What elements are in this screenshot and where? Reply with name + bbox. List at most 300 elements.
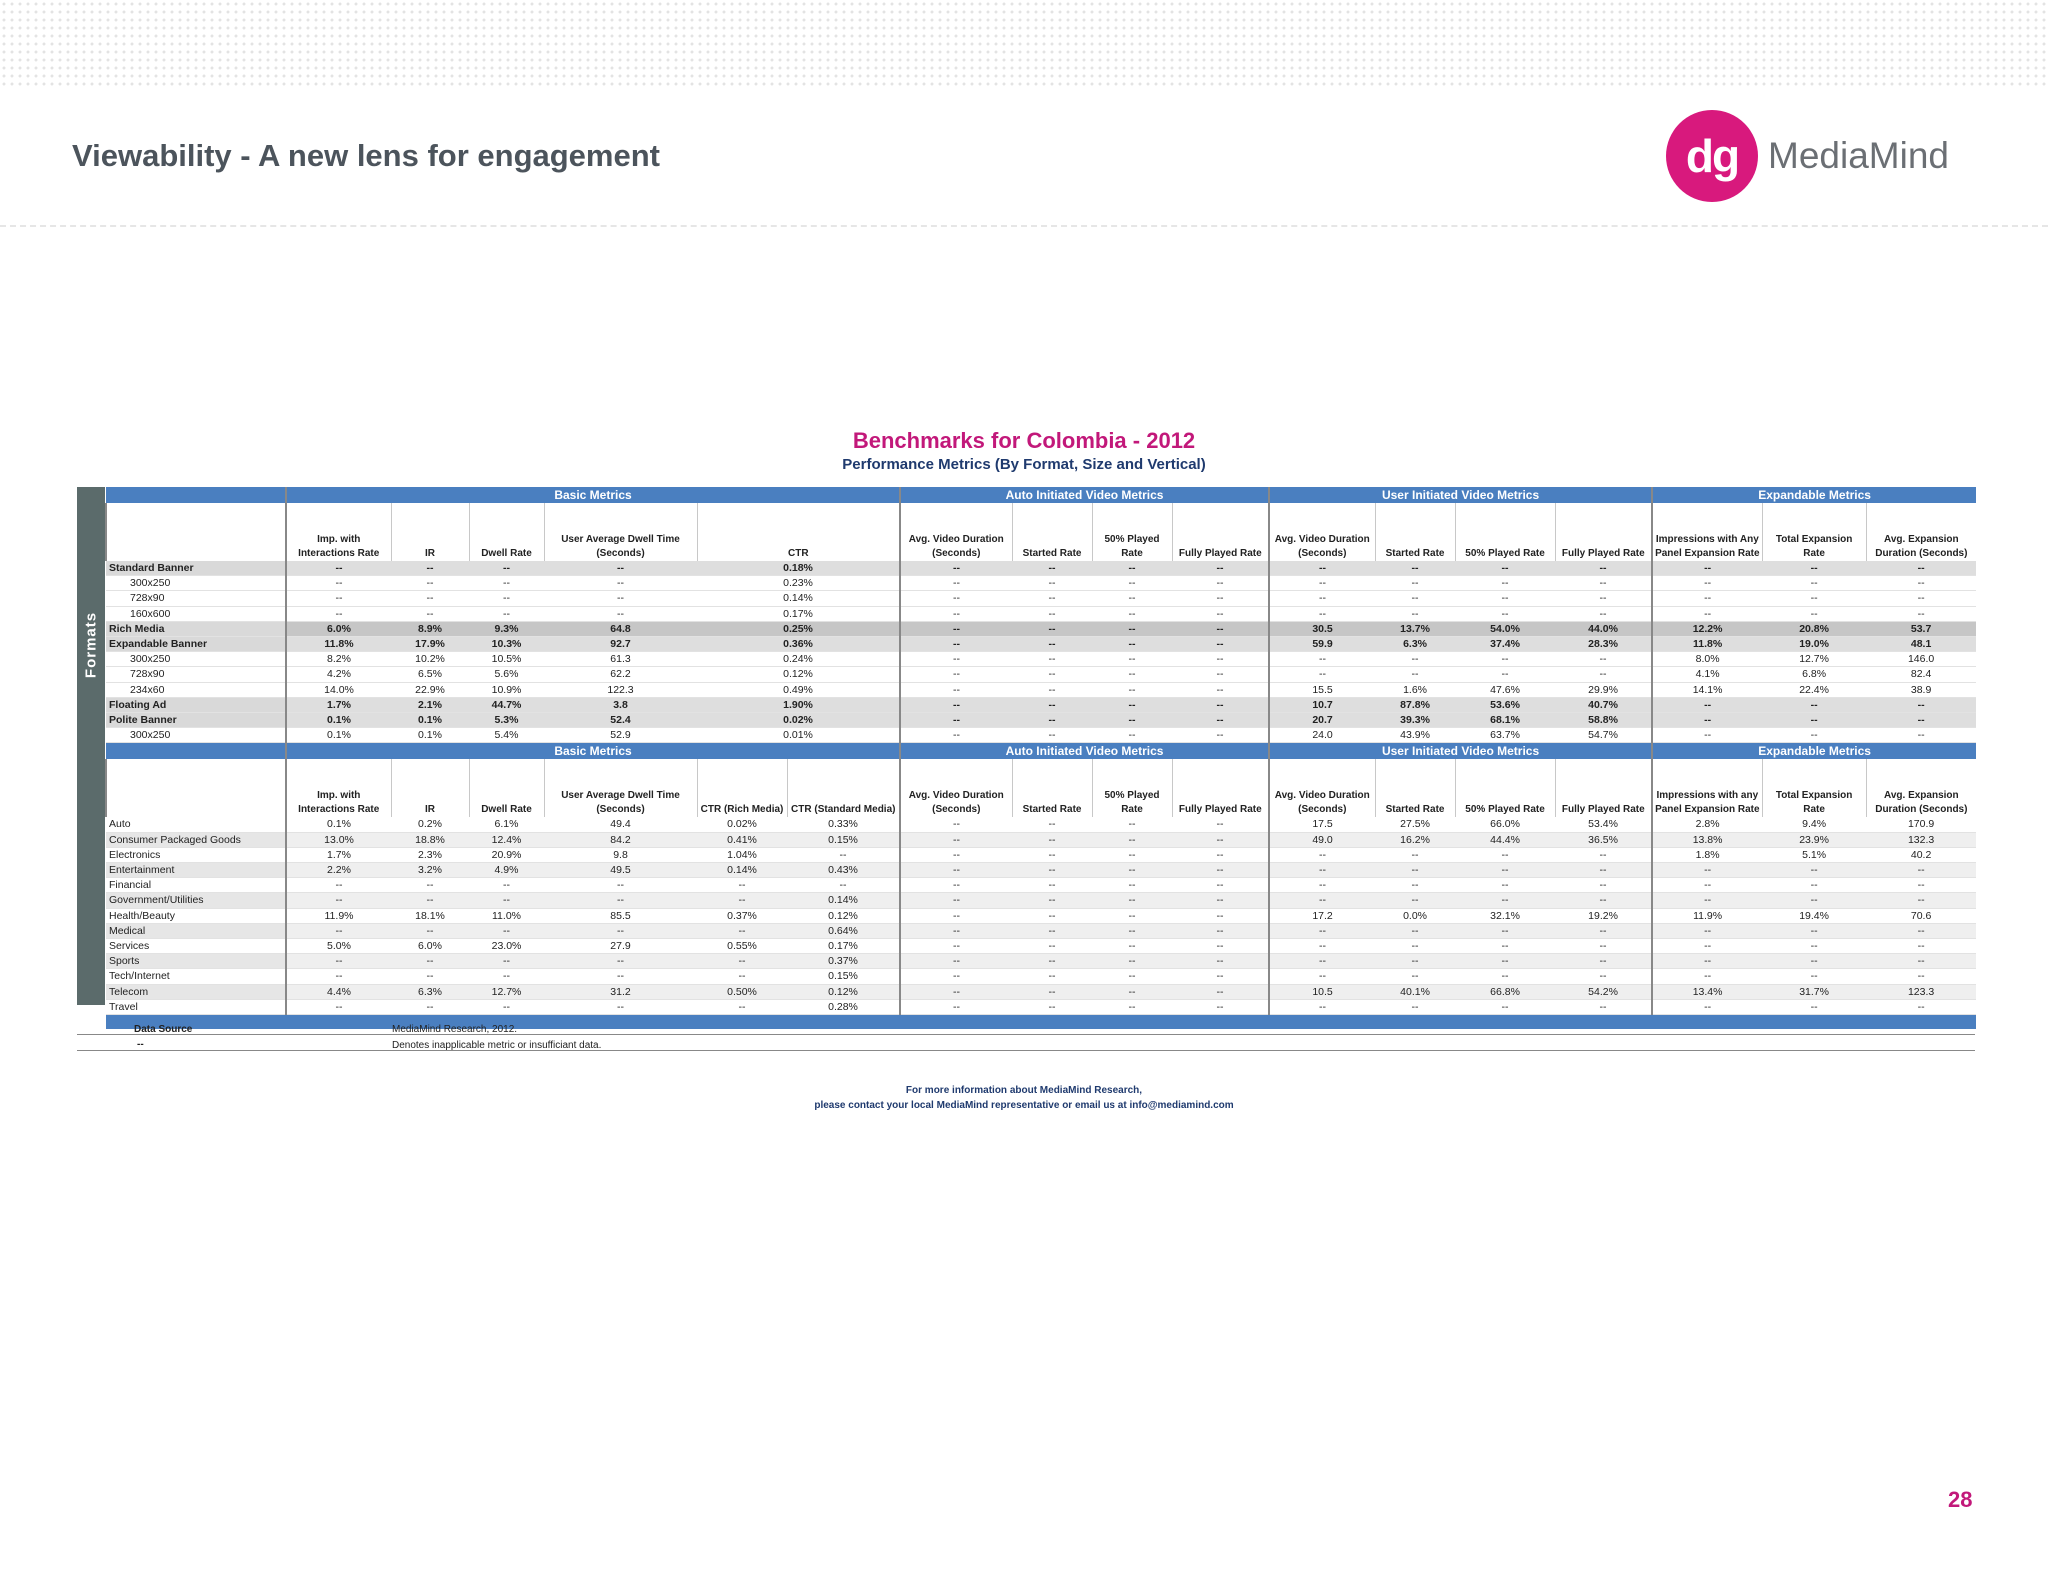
table-cell: -- [1012, 847, 1092, 862]
table-cell: 3.8 [544, 697, 697, 712]
table-cell: 0.25% [697, 621, 900, 636]
table-cell: -- [900, 969, 1012, 984]
table-cell: -- [286, 999, 391, 1014]
table-cell: -- [1762, 863, 1866, 878]
table-cell: 0.36% [697, 637, 900, 652]
column-header: 50% Played Rate [1455, 759, 1555, 817]
column-header: Avg. Video Duration (Seconds) [1269, 759, 1375, 817]
table-cell: 10.3% [469, 637, 544, 652]
table-cell: -- [1866, 939, 1976, 954]
table-cell: -- [286, 954, 391, 969]
table-cell: -- [1866, 969, 1976, 984]
row-label: Polite Banner [106, 713, 286, 728]
table-cell: -- [900, 908, 1012, 923]
row-label: Medical [106, 923, 286, 938]
table-cell: -- [1375, 576, 1455, 591]
table-cell: -- [900, 847, 1012, 862]
table-cell: 52.9 [544, 728, 697, 743]
table-cell: -- [1092, 878, 1172, 893]
table-cell: 9.3% [469, 621, 544, 636]
table-cell: 13.7% [1375, 621, 1455, 636]
table-cell: 37.4% [1455, 637, 1555, 652]
column-header: Avg. Expansion Duration (Seconds) [1866, 759, 1976, 817]
table-cell: -- [900, 606, 1012, 621]
table-cell: -- [900, 939, 1012, 954]
table-cell: 6.5% [391, 667, 469, 682]
table-cell: 87.8% [1375, 697, 1455, 712]
table-cell: 8.9% [391, 621, 469, 636]
row-label: 728x90 [106, 667, 286, 682]
table-cell: -- [1269, 606, 1375, 621]
table-cell: 5.1% [1762, 847, 1866, 862]
table-cell: -- [1172, 817, 1269, 832]
column-header: Imp. with Interactions Rate [286, 503, 391, 561]
column-header: Started Rate [1012, 503, 1092, 561]
table-cell: 54.7% [1555, 728, 1652, 743]
table-cell: 27.9 [544, 939, 697, 954]
column-header: User Average Dwell Time (Seconds) [544, 503, 697, 561]
table-row [106, 999, 1976, 1014]
table-cell: -- [1762, 697, 1866, 712]
table-cell: -- [1012, 697, 1092, 712]
table-cell: 0.18% [697, 561, 900, 576]
table-cell: -- [1866, 591, 1976, 606]
table-row [106, 591, 1976, 606]
table-cell: -- [1092, 999, 1172, 1014]
row-label: Rich Media [106, 621, 286, 636]
column-header: 50% Played Rate [1092, 503, 1172, 561]
row-label: Floating Ad [106, 697, 286, 712]
table-cell: 70.6 [1866, 908, 1976, 923]
table-cell: 12.7% [469, 984, 544, 999]
table-cell: 6.3% [391, 984, 469, 999]
table-cell: 0.14% [787, 893, 900, 908]
table-cell: 0.12% [787, 984, 900, 999]
table-row [106, 713, 1976, 728]
table-cell: 3.2% [391, 863, 469, 878]
table-cell: 0.12% [697, 667, 900, 682]
table-cell: 10.9% [469, 682, 544, 697]
table-cell: -- [697, 999, 787, 1014]
table-row [106, 984, 1976, 999]
column-header: IR [391, 759, 469, 817]
column-header: Dwell Rate [469, 503, 544, 561]
table-cell: -- [1092, 893, 1172, 908]
table-cell: -- [1269, 847, 1375, 862]
table-cell: 0.1% [286, 817, 391, 832]
table-cell: -- [1172, 954, 1269, 969]
table-cell: -- [1375, 606, 1455, 621]
table-cell: -- [1172, 969, 1269, 984]
group-header: User Initiated Video Metrics [1269, 743, 1652, 760]
table-cell: -- [1762, 576, 1866, 591]
table-cell: -- [469, 561, 544, 576]
table-cell: -- [1455, 878, 1555, 893]
table-cell: -- [1455, 999, 1555, 1014]
table-cell: -- [1269, 576, 1375, 591]
table-cell: 84.2 [544, 832, 697, 847]
table-cell: -- [1012, 637, 1092, 652]
table-cell: -- [1172, 561, 1269, 576]
table-cell: 52.4 [544, 713, 697, 728]
column-header: Fully Played Rate [1555, 759, 1652, 817]
column-header: Avg. Video Duration (Seconds) [900, 503, 1012, 561]
table-cell: -- [1269, 893, 1375, 908]
table-cell: -- [1012, 606, 1092, 621]
table-cell: -- [1172, 728, 1269, 743]
table-cell: 11.8% [1652, 637, 1762, 652]
table-cell: -- [1012, 878, 1092, 893]
table-cell: -- [1555, 923, 1652, 938]
table-cell: 53.7 [1866, 621, 1976, 636]
group-header-row [106, 743, 1976, 760]
group-header: Expandable Metrics [1652, 487, 1976, 503]
table-cell: -- [1866, 606, 1976, 621]
table-row [106, 908, 1976, 923]
table-cell: 14.1% [1652, 682, 1762, 697]
table-cell: -- [697, 969, 787, 984]
table-cell: 1.7% [286, 697, 391, 712]
table-row [106, 923, 1976, 938]
table-cell: -- [1652, 576, 1762, 591]
table-cell: -- [787, 878, 900, 893]
table-cell: -- [1555, 606, 1652, 621]
table-cell: -- [1375, 939, 1455, 954]
table-cell: -- [1172, 908, 1269, 923]
table-cell: -- [1012, 728, 1092, 743]
table-row [106, 954, 1976, 969]
table-cell: -- [1555, 969, 1652, 984]
column-header: 50% Played Rate [1092, 759, 1172, 817]
table-cell: 58.8% [1555, 713, 1652, 728]
table-cell: -- [286, 561, 391, 576]
table-cell: -- [900, 682, 1012, 697]
table-cell: -- [1269, 923, 1375, 938]
column-header: Avg. Video Duration (Seconds) [900, 759, 1012, 817]
table-cell: -- [1172, 999, 1269, 1014]
table-cell: -- [1012, 984, 1092, 999]
table-cell: -- [900, 817, 1012, 832]
table-cell: 0.1% [286, 713, 391, 728]
table-cell: 10.5% [469, 652, 544, 667]
table-cell: -- [1012, 999, 1092, 1014]
table-cell: -- [1762, 606, 1866, 621]
table-cell: -- [469, 576, 544, 591]
table-cell: -- [1269, 652, 1375, 667]
table-cell: 54.0% [1455, 621, 1555, 636]
table-cell: -- [1555, 591, 1652, 606]
table-cell: -- [1762, 893, 1866, 908]
table-cell: -- [1172, 878, 1269, 893]
table-cell: 10.2% [391, 652, 469, 667]
table-cell: -- [900, 923, 1012, 938]
table-cell: -- [1269, 999, 1375, 1014]
table-cell: 0.14% [697, 863, 787, 878]
table-cell: -- [1375, 878, 1455, 893]
table-cell: -- [391, 923, 469, 938]
table-cell: 6.0% [286, 621, 391, 636]
table-cell: -- [1269, 591, 1375, 606]
table-cell: -- [1555, 576, 1652, 591]
table-cell: -- [1866, 878, 1976, 893]
table-cell: -- [1455, 923, 1555, 938]
table-cell: -- [900, 697, 1012, 712]
table-cell: -- [1866, 999, 1976, 1014]
table-cell: -- [1375, 652, 1455, 667]
table-cell: 31.2 [544, 984, 697, 999]
table-cell: 11.9% [286, 908, 391, 923]
table-cell: 24.0 [1269, 728, 1375, 743]
table-cell: -- [469, 878, 544, 893]
table-cell: -- [391, 591, 469, 606]
table-cell: -- [1762, 969, 1866, 984]
group-spacer [106, 487, 286, 503]
table-cell: 10.7 [1269, 697, 1375, 712]
table-cell: 40.7% [1555, 697, 1652, 712]
table-cell: 18.1% [391, 908, 469, 923]
table-cell: -- [1012, 923, 1092, 938]
table-cell: 0.01% [697, 728, 900, 743]
table-cell: 0.49% [697, 682, 900, 697]
table-cell: 0.1% [391, 713, 469, 728]
row-label: 160x600 [106, 606, 286, 621]
column-header: Fully Played Rate [1555, 503, 1652, 561]
table-cell: -- [900, 652, 1012, 667]
table-cell: -- [1172, 923, 1269, 938]
table-cell: 11.8% [286, 637, 391, 652]
table-cell: -- [1555, 561, 1652, 576]
table-cell: 0.55% [697, 939, 787, 954]
table-cell: 44.4% [1455, 832, 1555, 847]
table-cell: 123.3 [1866, 984, 1976, 999]
table-cell: -- [286, 606, 391, 621]
table-cell: -- [1555, 999, 1652, 1014]
table-cell: 11.0% [469, 908, 544, 923]
table-cell: -- [544, 923, 697, 938]
table-cell: -- [1652, 923, 1762, 938]
table-row [106, 606, 1976, 621]
table-cell: -- [1375, 954, 1455, 969]
table-cell: -- [697, 923, 787, 938]
table-cell: -- [1092, 984, 1172, 999]
table-cell: -- [1455, 954, 1555, 969]
table-cell: 8.0% [1652, 652, 1762, 667]
table-cell: 1.6% [1375, 682, 1455, 697]
dash-legend-label: -- [137, 1039, 144, 1050]
table-cell: -- [391, 878, 469, 893]
table-cell: -- [697, 878, 787, 893]
contact-line-2: please contact your local MediaMind representative or email us at info@mediamind.com [814, 1100, 1234, 1111]
row-label: 300x250 [106, 576, 286, 591]
column-header: CTR (Standard Media) [787, 759, 900, 817]
table-cell: 92.7 [544, 637, 697, 652]
table-cell: -- [1092, 954, 1172, 969]
table-cell: -- [469, 999, 544, 1014]
table-cell: -- [1455, 893, 1555, 908]
table-cell: -- [1455, 969, 1555, 984]
table-cell: -- [900, 591, 1012, 606]
table-cell: 59.9 [1269, 637, 1375, 652]
table-cell: 0.37% [697, 908, 787, 923]
table-cell: -- [1866, 863, 1976, 878]
table-cell: -- [1172, 637, 1269, 652]
table-cell: 146.0 [1866, 652, 1976, 667]
column-header: Started Rate [1012, 759, 1092, 817]
table-cell: 4.4% [286, 984, 391, 999]
table-cell: 2.2% [286, 863, 391, 878]
header-label-cell [106, 759, 286, 817]
table-cell: -- [1652, 893, 1762, 908]
column-header: Fully Played Rate [1172, 503, 1269, 561]
table-cell: -- [1762, 728, 1866, 743]
table-cell: -- [1092, 713, 1172, 728]
footer-bar-cell [106, 1015, 1976, 1030]
table-cell: -- [1866, 697, 1976, 712]
table-row [106, 667, 1976, 682]
table-cell: -- [1012, 832, 1092, 847]
group-header: Expandable Metrics [1652, 743, 1976, 760]
table-cell: -- [391, 576, 469, 591]
table-cell: -- [1652, 999, 1762, 1014]
table-cell: -- [1012, 591, 1092, 606]
table-cell: -- [1652, 939, 1762, 954]
table-cell: 13.4% [1652, 984, 1762, 999]
table-cell: -- [469, 893, 544, 908]
table-cell: 43.9% [1375, 728, 1455, 743]
table-cell: -- [1172, 832, 1269, 847]
column-header-row [106, 503, 1976, 561]
table-row [106, 863, 1976, 878]
table-cell: 28.3% [1555, 637, 1652, 652]
table-cell: -- [1375, 893, 1455, 908]
table-cell: 0.2% [391, 817, 469, 832]
formats-side-band [77, 487, 105, 1005]
column-header: IR [391, 503, 469, 561]
benchmark-title: Benchmarks for Colombia - 2012 [852, 428, 1196, 453]
table-cell: 29.9% [1555, 682, 1652, 697]
table-cell: 16.2% [1375, 832, 1455, 847]
row-label: 234x60 [106, 682, 286, 697]
table-cell: -- [1555, 893, 1652, 908]
table-cell: 64.8 [544, 621, 697, 636]
table-cell: -- [1092, 908, 1172, 923]
dash-legend-value: Denotes inapplicable metric or insufficiant data. [392, 1040, 602, 1051]
table-cell: 10.5 [1269, 984, 1375, 999]
row-label: 300x250 [106, 728, 286, 743]
table-cell: 12.4% [469, 832, 544, 847]
table-cell: -- [1455, 591, 1555, 606]
table-cell: 2.8% [1652, 817, 1762, 832]
table-cell: 53.4% [1555, 817, 1652, 832]
table-cell: -- [1375, 591, 1455, 606]
table-cell: -- [1866, 561, 1976, 576]
table-cell: -- [286, 923, 391, 938]
table-cell: 0.1% [286, 728, 391, 743]
table-cell: -- [1555, 667, 1652, 682]
table-cell: -- [286, 878, 391, 893]
table-cell: -- [1652, 863, 1762, 878]
table-cell: 40.1% [1375, 984, 1455, 999]
table-cell: -- [1652, 697, 1762, 712]
column-header: Imp. with Interactions Rate [286, 759, 391, 817]
table-cell: 38.9 [1866, 682, 1976, 697]
row-label: Tech/Internet [106, 969, 286, 984]
table-cell: -- [1269, 561, 1375, 576]
table-cell: 49.5 [544, 863, 697, 878]
table-cell: -- [697, 954, 787, 969]
table-cell: -- [1555, 878, 1652, 893]
table-cell: -- [1172, 576, 1269, 591]
table-cell: -- [286, 893, 391, 908]
table-cell: -- [1555, 863, 1652, 878]
table-cell: -- [1092, 606, 1172, 621]
table-cell: -- [544, 999, 697, 1014]
table-cell: -- [1762, 923, 1866, 938]
table-cell: 13.0% [286, 832, 391, 847]
table-cell: 0.24% [697, 652, 900, 667]
table-cell: -- [900, 667, 1012, 682]
table-cell: -- [900, 713, 1012, 728]
table-cell: 61.3 [544, 652, 697, 667]
table-cell: 2.3% [391, 847, 469, 862]
table-cell: -- [1652, 878, 1762, 893]
table-cell: -- [544, 893, 697, 908]
table-cell: -- [1172, 621, 1269, 636]
row-label: Standard Banner [106, 561, 286, 576]
table-cell: 0.43% [787, 863, 900, 878]
table-cell: -- [1866, 576, 1976, 591]
table-cell: -- [1012, 893, 1092, 908]
column-header: Fully Played Rate [1172, 759, 1269, 817]
table-cell: 6.8% [1762, 667, 1866, 682]
table-cell: -- [469, 591, 544, 606]
table-cell: 27.5% [1375, 817, 1455, 832]
table-cell: 1.90% [697, 697, 900, 712]
table-cell: 1.7% [286, 847, 391, 862]
table-cell: 132.3 [1866, 832, 1976, 847]
table-cell: 20.7 [1269, 713, 1375, 728]
table-cell: 14.0% [286, 682, 391, 697]
table-cell: -- [544, 561, 697, 576]
table-cell: -- [1012, 682, 1092, 697]
table-cell: -- [1455, 667, 1555, 682]
formats-side-label: Formats [82, 611, 100, 679]
table-cell: -- [286, 591, 391, 606]
table-cell: 36.5% [1555, 832, 1652, 847]
table-cell: 17.5 [1269, 817, 1375, 832]
table-cell: 63.7% [1455, 728, 1555, 743]
table-cell: 47.6% [1455, 682, 1555, 697]
table-cell: 19.4% [1762, 908, 1866, 923]
column-header: Avg. Expansion Duration (Seconds) [1866, 503, 1976, 561]
column-header: Total Expansion Rate [1762, 503, 1866, 561]
dg-logo-icon: dg [1666, 110, 1758, 202]
group-header: Auto Initiated Video Metrics [900, 487, 1269, 503]
table-cell: 44.0% [1555, 621, 1652, 636]
table-footer-bar [106, 1015, 1976, 1030]
table-cell: 0.15% [787, 969, 900, 984]
row-label: Entertainment [106, 863, 286, 878]
table-cell: -- [900, 878, 1012, 893]
table-cell: 22.4% [1762, 682, 1866, 697]
table-cell: -- [1762, 591, 1866, 606]
table-row [106, 939, 1976, 954]
row-label: Government/Utilities [106, 893, 286, 908]
table-row [106, 728, 1976, 743]
table-cell: -- [1012, 863, 1092, 878]
benchmark-subtitle: Performance Metrics (By Format, Size and Vertical) [842, 456, 1206, 473]
table-cell: -- [900, 728, 1012, 743]
